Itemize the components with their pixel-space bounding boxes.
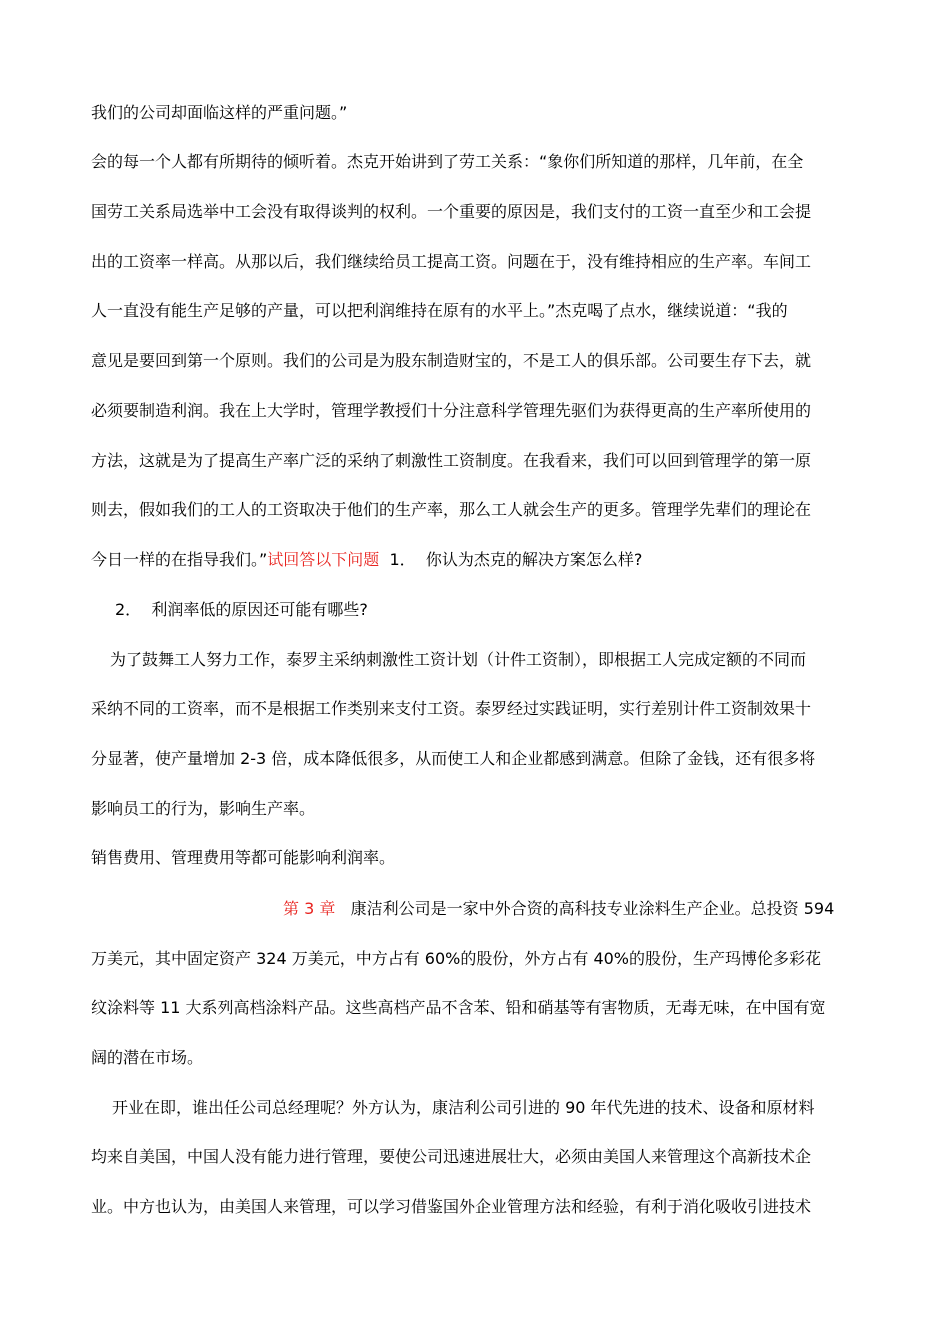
body-line: 业。中方也认为，由美国人来管理，可以学习借鉴国外企业管理方法和经验，有利于消化吸收引进技术 bbox=[91, 1197, 812, 1216]
body-line: 人一直没有能生产足够的产量，可以把利润维持在原有的水平上。”杰克喝了点水，继续说道：“我的 bbox=[91, 301, 788, 320]
body-line: 均来自美国，中国人没有能力进行管理，要使公司迅速进展壮大，必须由美国人来管理这个高新技术企 bbox=[91, 1147, 812, 1166]
body-line: 出的工资率一样高。从那以后，我们继续给员工提高工资。问题在于，没有维持相应的生产率。车间工 bbox=[91, 252, 812, 271]
chapter-label: 第 3 章 bbox=[283, 899, 336, 918]
body-line: 我们的公司却面临这样的严重问题。” bbox=[91, 103, 348, 122]
question-2: 2． 利润率低的原因还可能有哪些? bbox=[115, 600, 368, 619]
body-line: 会的每一个人都有所期待的倾听着。杰克开始讲到了劳工关系：“象你们所知道的那样，几年前，在全 bbox=[91, 152, 804, 171]
question-heading: 试回答以下问题 bbox=[267, 550, 380, 569]
body-line: 万美元，其中固定资产 324 万美元，中方占有 60%的股份，外方占有 40%的股份，生产玛博伦多彩花 bbox=[91, 949, 822, 968]
chapter-text: 康洁利公司是一家中外合资的高科技专业涂料生产企业。总投资 594 bbox=[350, 899, 835, 918]
body-line: 纹涂料等 11 大系列高档涂料产品。这些高档产品不含苯、铅和硝基等有害物质，无毒无味，在中国有宽 bbox=[91, 998, 826, 1017]
body-line: 采纳不同的工资率，而不是根据工作类别来支付工资。泰罗经过实践证明，实行差别计件工资制效果十 bbox=[91, 699, 812, 718]
body-line: 则去，假如我们的工人的工资取决于他们的生产率，那么工人就会生产的更多。管理学先辈们的理论在 bbox=[91, 500, 812, 519]
body-line: 必须要制造利润。我在上大学时，管理学教授们十分注意科学管理先驱们为获得更高的生产率所使用的 bbox=[91, 401, 812, 420]
body-line: 开业在即，谁出任公司总经理呢？外方认为，康洁利公司引进的 90 年代先进的技术、设备和原材料 bbox=[112, 1098, 815, 1117]
question-1: 1． 你认为杰克的解决方案怎么样? bbox=[379, 550, 643, 569]
body-line: 分显著，使产量增加 2-3 倍，成本降低很多，从而使工人和企业都感到满意。但除了金钱，还有很多将 bbox=[91, 749, 816, 768]
chapter-line bbox=[283, 898, 863, 920]
body-line: 为了鼓舞工人努力工作，泰罗主采纳刺激性工资计划（计件工资制），即根据工人完成定额的不同而 bbox=[110, 650, 807, 669]
body-line: 方法，这就是为了提高生产率广泛的采纳了刺激性工资制度。在我看来，我们可以回到管理学的第一原 bbox=[91, 451, 812, 470]
body-line: 销售费用、管理费用等都可能影响利润率。 bbox=[91, 848, 396, 867]
body-line: 阔的潜在市场。 bbox=[91, 1048, 204, 1067]
question-line bbox=[91, 549, 861, 571]
body-line: 意见是要回到第一个原则。我们的公司是为股东制造财宝的，不是工人的俱乐部。公司要生存下去，就 bbox=[91, 351, 812, 370]
body-line: 国劳工关系局选举中工会没有取得谈判的权利。一个重要的原因是，我们支付的工资一直至少和工会提 bbox=[91, 202, 812, 221]
line-text: 今日一样的在指导我们。” bbox=[91, 550, 268, 569]
body-line: 影响员工的行为，影响生产率。 bbox=[91, 799, 316, 818]
